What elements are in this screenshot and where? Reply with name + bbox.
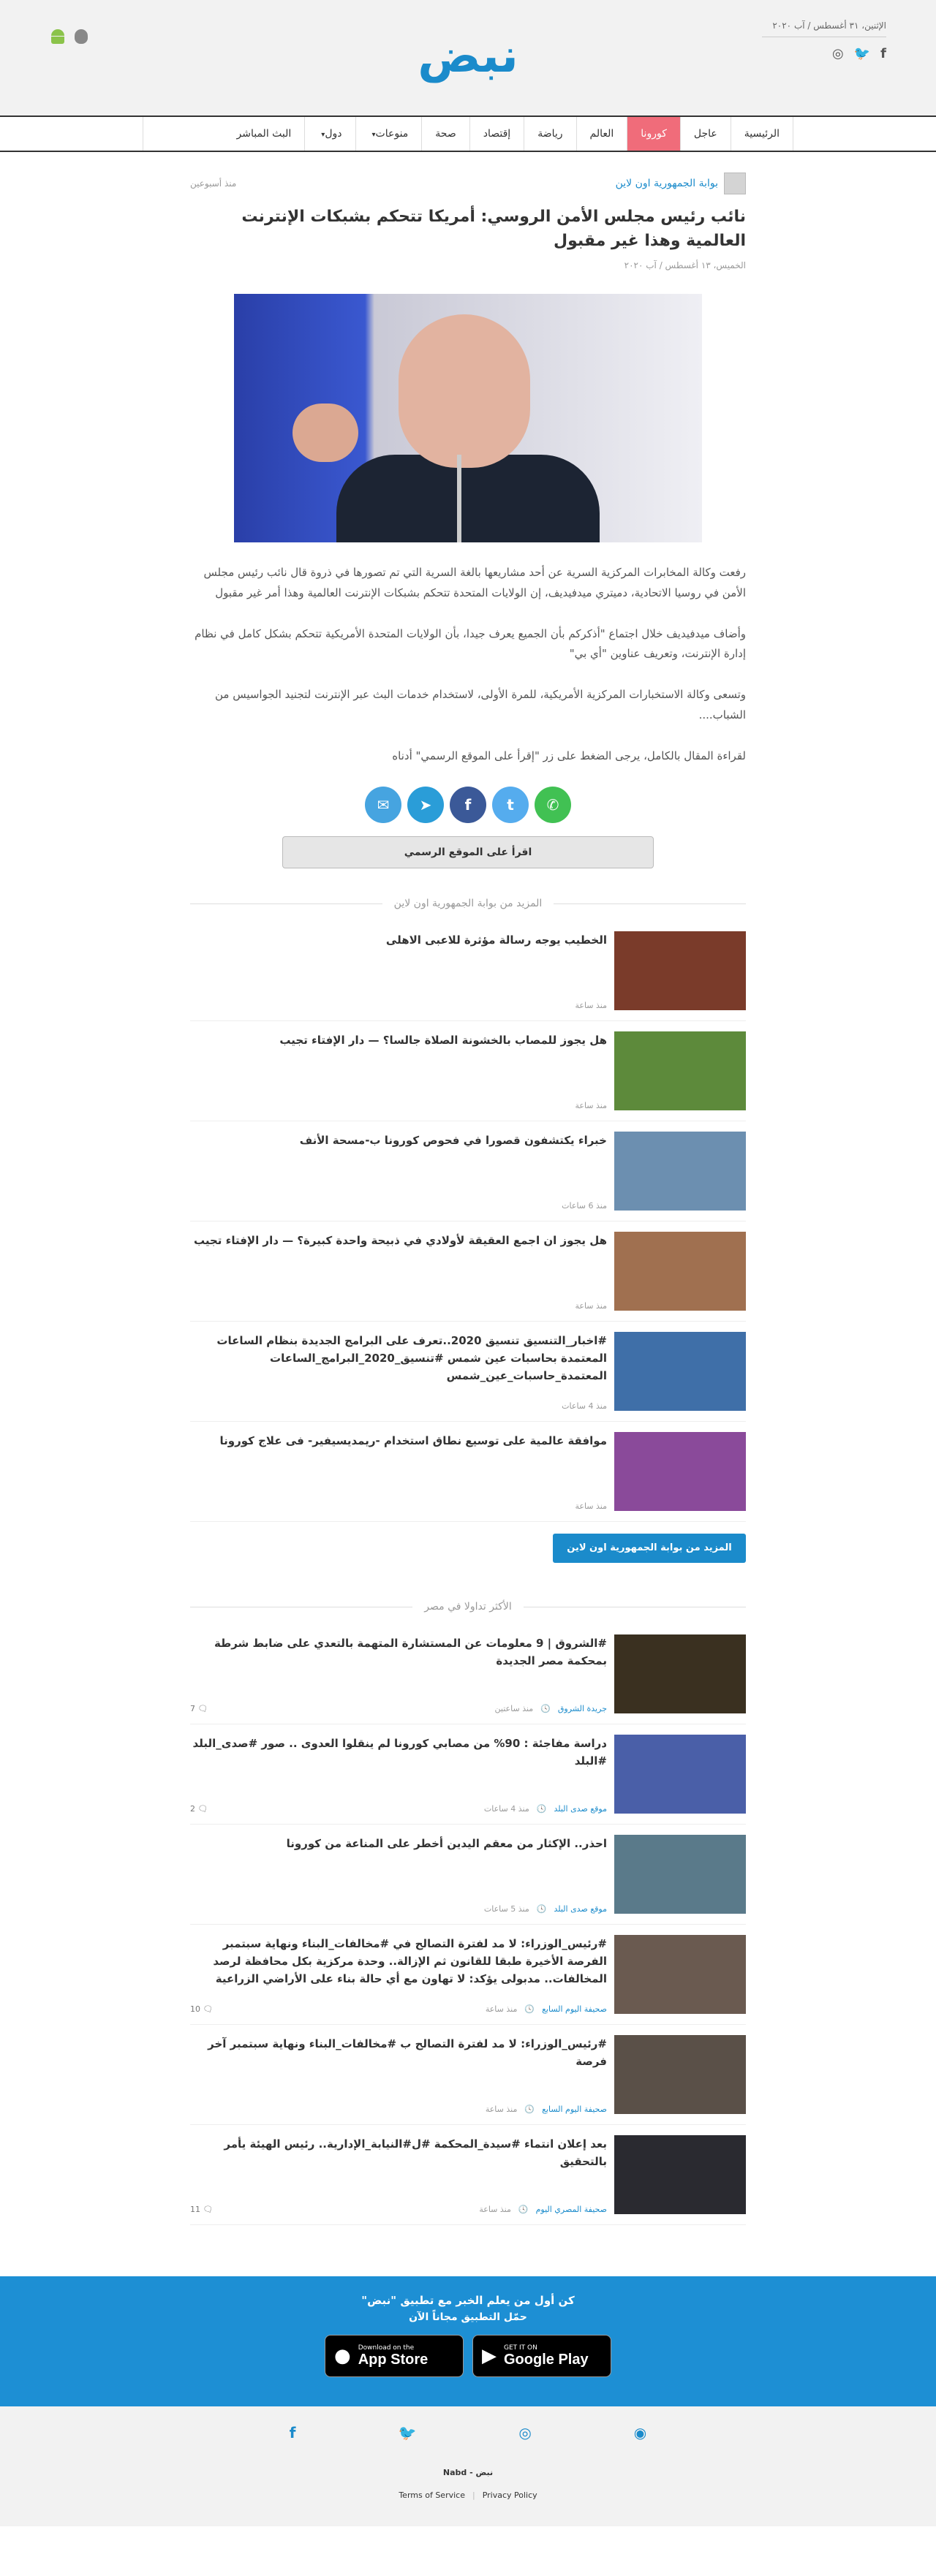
news-title[interactable]: الخطيب يوجه رسالة مؤثرة للاعبى الاهلى: [385, 933, 607, 947]
list-item[interactable]: [190, 1624, 746, 1724]
article-title: نائب رئيس مجلس الأمن الروسي: أمريكا تتحكم بشبكات الإنترنت العالمية وهذا غير مقبول: [241, 208, 746, 250]
footer-links: Terms of Service | Privacy Policy: [399, 2490, 537, 2501]
nav-item[interactable]: [731, 117, 793, 151]
google-play-small-text: GET IT ON: [504, 2344, 537, 2352]
news-thumbnail[interactable]: [614, 1132, 746, 1211]
google-play-button[interactable]: [472, 2335, 611, 2377]
app-store-button[interactable]: [325, 2335, 464, 2377]
news-source[interactable]: صحيفة اليوم السابع: [542, 2004, 607, 2015]
news-thumbnail[interactable]: [614, 1835, 746, 1914]
news-thumbnail[interactable]: [614, 2135, 746, 2214]
list-item[interactable]: [190, 1021, 746, 1121]
trending-section-header: [190, 1601, 746, 1613]
header-social: [762, 46, 886, 61]
nav-item[interactable]: [577, 117, 628, 151]
article-paragraph: لقراءة المقال بالكامل، يرجى الضغط على زر "إقرأ على الموقع الرسمي" أدناه: [392, 749, 746, 762]
comment-count: 🗨 2: [190, 1804, 208, 1814]
nav-item[interactable]: [470, 117, 524, 151]
nav-item[interactable]: [524, 117, 576, 151]
chevron-down-icon: ▾: [321, 131, 325, 139]
nav-item-label: دول: [325, 128, 342, 140]
twitter-icon[interactable]: 🐦: [398, 2424, 417, 2442]
news-time: منذ ساعة: [575, 1001, 607, 1011]
nav-item[interactable]: [627, 117, 681, 151]
google-play-big-text: Google Play: [504, 2351, 589, 2368]
news-source[interactable]: صحيفة المصري اليوم: [535, 2205, 607, 2215]
share-row: [190, 787, 746, 823]
news-time: منذ 6 ساعات: [562, 1201, 607, 1211]
article-source-row: [190, 173, 746, 194]
app-banner-headline: كن أول من يعلم الخبر مع تطبيق "نبض": [361, 2294, 575, 2308]
news-title[interactable]: #اخبار_التنسيق تنسيق 2020..تعرف على البرامج الجديدة بنظام الساعات المعتمدة بحاسبات عين شمس #تنسيق_2020_البرامج_الساعات المعتمدة_حاسبات_عين_شمس: [216, 1334, 607, 1383]
news-title[interactable]: بعد إعلان انتماء #سيدة_المحكمة #ل#النيابة_الإدارية.. رئيس الهيئة يأمر بالتحقيق: [224, 2137, 607, 2169]
news-meta: [190, 1904, 607, 1914]
news-time: منذ ساعتين: [494, 1704, 534, 1714]
article-time-ago: منذ أسبوعين: [190, 178, 237, 189]
news-thumbnail[interactable]: [614, 1935, 746, 2014]
terms-link[interactable]: Terms of Service: [399, 2490, 465, 2501]
more-section-header: [190, 898, 746, 909]
nav-item-label: عاجل: [693, 128, 717, 140]
news-time: منذ ساعة: [575, 1101, 607, 1111]
list-item[interactable]: [190, 1121, 746, 1221]
list-item[interactable]: [190, 1825, 746, 1925]
more-from-source-button[interactable]: المزيد من بوابة الجمهورية اون لاين: [553, 1534, 746, 1563]
trending-news-list: [190, 1624, 746, 2225]
news-time: منذ ساعة: [485, 2004, 518, 2015]
header-date: الإثنين، ٣١ أغسطس / آب ٢٠٢٠: [762, 20, 886, 37]
instagram-icon[interactable]: ◎: [518, 2424, 532, 2442]
nav-item-label: العالم: [589, 128, 614, 140]
news-meta: [190, 1804, 607, 1814]
clock-icon: 🕓: [518, 2205, 529, 2215]
site-logo[interactable]: نبض: [418, 29, 518, 83]
comment-count: 🗨 11: [190, 2205, 214, 2215]
privacy-link[interactable]: Privacy Policy: [482, 2490, 537, 2501]
news-source[interactable]: موقع صدى البلد: [554, 1804, 607, 1814]
nav-item-label: الرئيسية: [744, 128, 780, 140]
list-item[interactable]: [190, 2125, 746, 2225]
news-meta: [190, 2105, 607, 2114]
nav-items: [143, 117, 793, 151]
article-paragraph: رفعت وكالة المخابرات المركزية السرية عن أحد مشاريعها بالغة السرية التي تم تصورها في ذروة قال نائب رئيس مجلس الأمن في روسيا الاتحادية، دميتري ميدفيديف، إن الولايات المتحدة تتحكم بشبكات الإنترنت العالمية وهذا أمر غير مقبول: [203, 566, 746, 599]
news-title[interactable]: هل يجوز للمصاب بالخشونة الصلاة جالسا؟ — دار الإفتاء تجيب: [279, 1034, 607, 1048]
comment-count: 🗨 10: [190, 2004, 214, 2015]
facebook-icon[interactable]: f: [289, 2424, 296, 2442]
article-paragraph: وأضاف ميدفيديف خلال اجتماع "أذكركم بأن الجميع يعرف جيدا، بأن الولايات المتحدة الأمريكية تتحكم بشكل كامل في نظام إدارة الإنترنت، وتعريف عناوين "أي بي": [195, 626, 746, 661]
nav-item[interactable]: [305, 117, 355, 151]
news-source[interactable]: صحيفة اليوم السابع: [542, 2105, 607, 2115]
footer-brand: نبض - Nabd: [442, 2468, 494, 2478]
news-thumbnail[interactable]: [614, 1432, 746, 1511]
app-banner: [0, 2276, 936, 2406]
news-thumbnail[interactable]: [614, 1735, 746, 1814]
news-meta: [190, 2004, 607, 2014]
news-time: منذ 4 ساعات: [562, 1401, 607, 1412]
chevron-down-icon: ▾: [371, 131, 376, 139]
news-time: منذ 4 ساعات: [483, 1804, 529, 1814]
source-logo[interactable]: [724, 173, 746, 194]
news-thumbnail[interactable]: [614, 1332, 746, 1411]
more-section-title: المزيد من بوابة الجمهورية اون لاين: [393, 898, 543, 910]
list-item[interactable]: [190, 1322, 746, 1422]
app-banner-subline: حمّل التطبيق مجاناً الآن: [409, 2311, 527, 2324]
clock-icon: 🕓: [540, 1704, 551, 1714]
instagram-icon[interactable]: ◎: [832, 46, 844, 61]
news-title[interactable]: دراسة مفاجئة : 90% من مصابي كورونا لم ينقلوا العدوى .. صور #صدى_البلد #البلد: [192, 1737, 607, 1768]
article-paragraph: وتسعى وكالة الاستخبارات المركزية الأمريكية، للمرة الأولى، لاستخدام خدمات البث عبر الإنترنت لتجنيد الجواسيس من الشباب....: [214, 688, 746, 721]
news-title[interactable]: هل يجوز ان اجمع العقيقة لأولادي في ذبيحة واحدة كبيرة؟ — دار الإفتاء تجيب: [193, 1234, 607, 1248]
news-meta: [190, 1704, 607, 1713]
share-whatsapp-button[interactable]: ✆: [535, 787, 571, 823]
news-source[interactable]: موقع صدى البلد: [554, 1904, 607, 1914]
news-time: منذ ساعة: [485, 2105, 518, 2115]
news-thumbnail[interactable]: [614, 931, 746, 1010]
news-thumbnail[interactable]: [614, 1031, 746, 1110]
list-item[interactable]: [190, 2025, 746, 2125]
news-title[interactable]: #رئيس_الوزراء: لا مد لفترة التصالح في #مخالفات_البناء ونهاية سبتمبر الفرصة الأخيرة طبقا للقانون ثم الإزالة.. وحدة مركزية بكل محافظة لرصد المخالفات.. مدبولى يؤكد: لا تهاون مع أي حالة بناء على الأراضي الزراعية: [213, 1937, 607, 1986]
twitter-icon[interactable]: 🐦: [853, 46, 871, 61]
nav-item[interactable]: [224, 117, 306, 151]
main-content: [190, 152, 746, 2225]
article-image: [234, 294, 702, 542]
clock-icon: 🕓: [524, 2004, 535, 2015]
read-official-button[interactable]: اقرأ على الموقع الرسمي: [282, 836, 654, 868]
share-facebook-button[interactable]: f: [450, 787, 486, 823]
footer-social: [0, 2424, 936, 2441]
share-telegram-button[interactable]: ➤: [407, 787, 444, 823]
header-right: [762, 20, 886, 61]
news-time: منذ ساعة: [575, 1301, 607, 1311]
share-email-button[interactable]: ✉: [365, 787, 401, 823]
news-title[interactable]: خبراء يكتشفون قصورا في فحوص كورونا ب-مسحة الأنف: [299, 1134, 607, 1148]
news-title[interactable]: موافقة عالمية على توسيع نطاق استخدام -ريمديسيفير- فى علاج كورونا: [219, 1434, 607, 1448]
clock-icon: 🕓: [536, 1904, 547, 1914]
article-body: [190, 563, 746, 766]
news-thumbnail[interactable]: [614, 2035, 746, 2114]
nav-item-label: إقتصاد: [483, 128, 511, 140]
news-meta: [190, 2205, 607, 2214]
nav-item-label: منوعات: [375, 128, 409, 140]
news-title[interactable]: #الشروق | 9 معلومات عن المستشارة المتهمة بالتعدي على ضابط شرطة بمحكمة مصر الجديدة: [214, 1637, 607, 1668]
news-title[interactable]: #رئيس_الوزراء: لا مد لفترة التصالح ب #مخالفات_البناء ونهاية سبتمبر آخر فرصة: [208, 2037, 607, 2069]
clock-icon: 🕓: [524, 2105, 535, 2115]
facebook-icon[interactable]: f: [880, 46, 886, 61]
nav-item[interactable]: [422, 117, 469, 151]
article-date: الخميس، ١٣ أغسطس / آب ٢٠٢٠: [624, 260, 746, 270]
clock-icon: 🕓: [536, 1804, 547, 1814]
news-time: منذ ساعة: [479, 2205, 511, 2215]
store-buttons: [0, 2335, 936, 2377]
list-item[interactable]: [190, 1221, 746, 1322]
site-header: [0, 0, 936, 115]
nav-item-label: صحة: [435, 128, 456, 140]
news-title[interactable]: احذر.. الإكثار من معقم اليدين أخطر على المناعة من كورونا: [286, 1837, 607, 1851]
news-source[interactable]: جريدة الشروق: [557, 1704, 607, 1714]
article-source[interactable]: بوابة الجمهورية اون لاين: [615, 178, 718, 189]
list-item[interactable]: [190, 1422, 746, 1522]
google-play-icon: ▶: [482, 2345, 497, 2368]
apple-logo-icon: ●: [334, 2345, 351, 2368]
list-item[interactable]: [190, 921, 746, 1021]
share-twitter-button[interactable]: t: [492, 787, 529, 823]
list-item[interactable]: [190, 1724, 746, 1825]
app-store-big-text: App Store: [358, 2351, 429, 2368]
site-footer: [0, 2406, 936, 2526]
globe-icon[interactable]: ◉: [633, 2424, 647, 2442]
nav-item[interactable]: [356, 117, 423, 151]
nav-item-label: كورونا: [641, 128, 667, 140]
more-news-list: [190, 921, 746, 1522]
news-thumbnail[interactable]: [614, 1634, 746, 1713]
comment-count: 🗨 7: [190, 1704, 208, 1714]
news-thumbnail[interactable]: [614, 1232, 746, 1311]
news-time: منذ ساعة: [575, 1501, 607, 1512]
app-store-small-text: Download on the: [358, 2344, 415, 2352]
nav-item-label: البث المباشر: [236, 128, 292, 140]
list-item[interactable]: [190, 1925, 746, 2025]
nav-item[interactable]: [681, 117, 731, 151]
main-nav: [0, 115, 936, 152]
news-time: منذ 5 ساعات: [483, 1904, 529, 1914]
nav-item-label: رياضة: [537, 128, 563, 140]
trending-section-title: الأكثر تداولا في مصر: [424, 1601, 512, 1613]
